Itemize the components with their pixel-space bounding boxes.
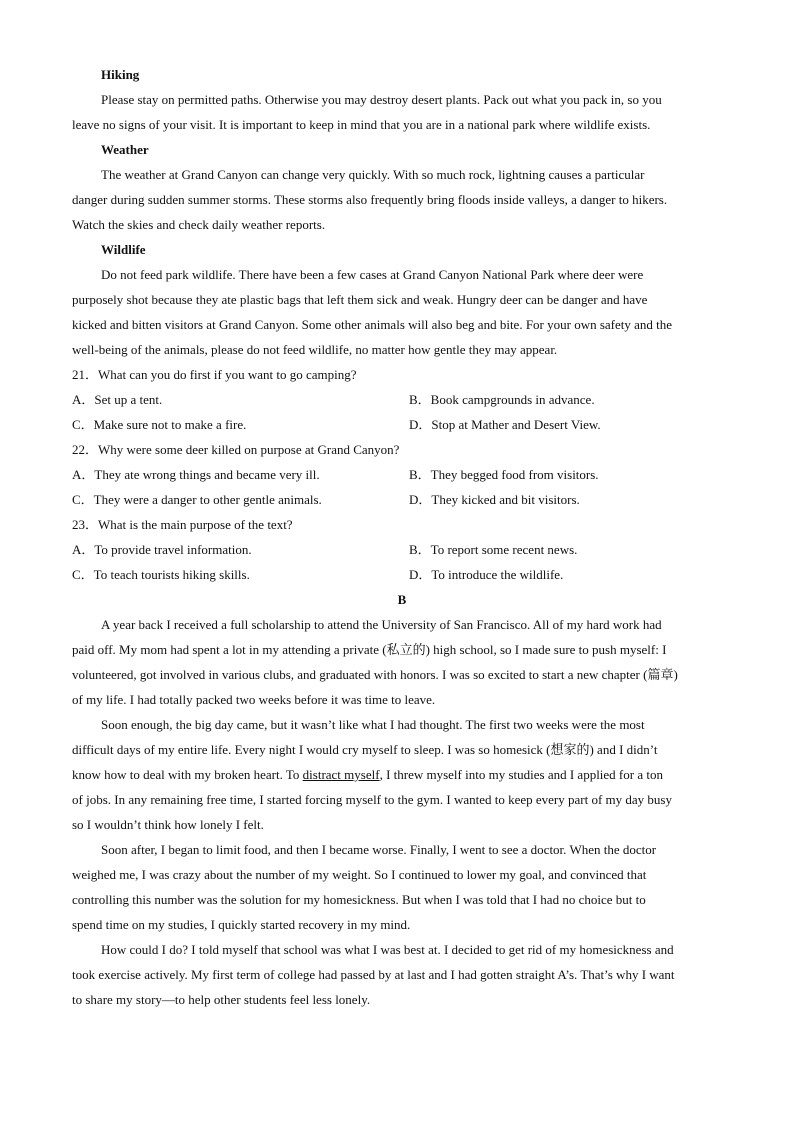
option-a: A．Set up a tent. [72, 392, 163, 407]
question-21-options-row [72, 387, 732, 412]
paragraph-line: How could I do? I told myself that school was what I was best at. I decided to get rid of my homesickness and [101, 942, 674, 957]
question-23-options-row [72, 562, 732, 587]
paragraph-line: Soon after, I began to limit food, and then I became worse. Finally, I went to see a doctor. When the doctor [101, 842, 657, 857]
question-22-options-row [72, 487, 732, 512]
paragraph-line: The weather at Grand Canyon can change very quickly. With so much rock, lightning causes a particular [101, 167, 645, 182]
text-after-underline: , I threw myself into my studies and I applied for a ton [379, 767, 663, 782]
document-page [72, 62, 732, 1012]
option-a: A．They ate wrong things and became very ill. [72, 467, 320, 482]
option-c: C．They were a danger to other gentle animals. [72, 492, 322, 507]
question-22-options-row [72, 462, 732, 487]
paragraph-line: volunteered, got involved in various clubs, and graduated with honors. I was so excited to start a new chapter (篇章) [72, 667, 678, 682]
option-c: C．To teach tourists hiking skills. [72, 567, 250, 582]
paragraph-line: well-being of the animals, please do not feed wildlife, no matter how gentle they may appear. [72, 342, 558, 357]
paragraph-line: difficult days of my entire life. Every night I would cry myself to sleep. I was so homesick (想家的) and I didn’t [72, 742, 658, 757]
section-b-title: B [397, 592, 407, 607]
option-b: B．Book campgrounds in advance. [409, 392, 595, 407]
paragraph-line: purposely shot because they ate plastic bags that left them sick and weak. Hungry deer can be danger and have [72, 292, 648, 307]
paragraph-line: Please stay on permitted paths. Otherwise you may destroy desert plants. Pack out what you pack in, so you [101, 92, 662, 107]
question-21-options-row [72, 412, 732, 437]
question-22-stem: 22．Why were some deer killed on purpose at Grand Canyon? [72, 442, 400, 457]
paragraph-line: danger during sudden summer storms. These storms also frequently bring floods inside valleys, a danger to hikers. [72, 192, 668, 207]
paragraph-line: of jobs. In any remaining free time, I started forcing myself to the gym. I wanted to keep every part of my day busy [72, 792, 672, 807]
text-before-underline: know how to deal with my broken heart. To [72, 767, 303, 782]
paragraph-line: spend time on my studies, I quickly started recovery in my mind. [72, 917, 411, 932]
option-d: D．Stop at Mather and Desert View. [409, 417, 601, 432]
paragraph-line: A year back I received a full scholarship to attend the University of San Francisco. All of my hard work had [101, 617, 662, 632]
option-a: A．To provide travel information. [72, 542, 252, 557]
question-21-stem: 21．What can you do first if you want to go camping? [72, 367, 357, 382]
question-23-stem: 23．What is the main purpose of the text? [72, 517, 293, 532]
question-23-options-row [72, 537, 732, 562]
option-d: D．They kicked and bit visitors. [409, 492, 580, 507]
paragraph-line: of my life. I had totally packed two weeks before it was time to leave. [72, 692, 436, 707]
heading-hiking: Hiking [101, 67, 140, 82]
paragraph-line: Do not feed park wildlife. There have been a few cases at Grand Canyon National Park where deer were [101, 267, 644, 282]
paragraph-line: leave no signs of your visit. It is important to keep in mind that you are in a national park where wildlife exists. [72, 117, 651, 132]
paragraph-line: paid off. My mom had spent a lot in my attending a private (私立的) high school, so I made sure to push myself: I [72, 642, 667, 657]
option-b: B．To report some recent news. [409, 542, 578, 557]
heading-wildlife: Wildlife [101, 242, 146, 257]
paragraph-line: to share my story—to help other students feel less lonely. [72, 992, 371, 1007]
paragraph-line: Watch the skies and check daily weather reports. [72, 217, 326, 232]
paragraph-line: so I wouldn’t think how lonely I felt. [72, 817, 264, 832]
paragraph-line: Soon enough, the big day came, but it wasn’t like what I had thought. The first two weeks were the most [101, 717, 645, 732]
heading-weather: Weather [101, 142, 149, 157]
paragraph-line: kicked and bitten visitors at Grand Canyon. Some other animals will also beg and bite. For your own safety and the [72, 317, 673, 332]
paragraph-line [72, 762, 732, 787]
paragraph-line: took exercise actively. My first term of college had passed by at last and I had gotten straight A’s. That’s why I want [72, 967, 675, 982]
underlined-phrase: distract myself [302, 767, 380, 782]
option-c: C．Make sure not to make a fire. [72, 417, 247, 432]
option-d: D．To introduce the wildlife. [409, 567, 564, 582]
paragraph-line: controlling this number was the solution for my homesickness. But when I was told that I had no choice but to [72, 892, 646, 907]
paragraph-line: weighed me, I was crazy about the number of my weight. So I continued to lower my goal, and convinced that [72, 867, 647, 882]
option-b: B．They begged food from visitors. [409, 467, 599, 482]
